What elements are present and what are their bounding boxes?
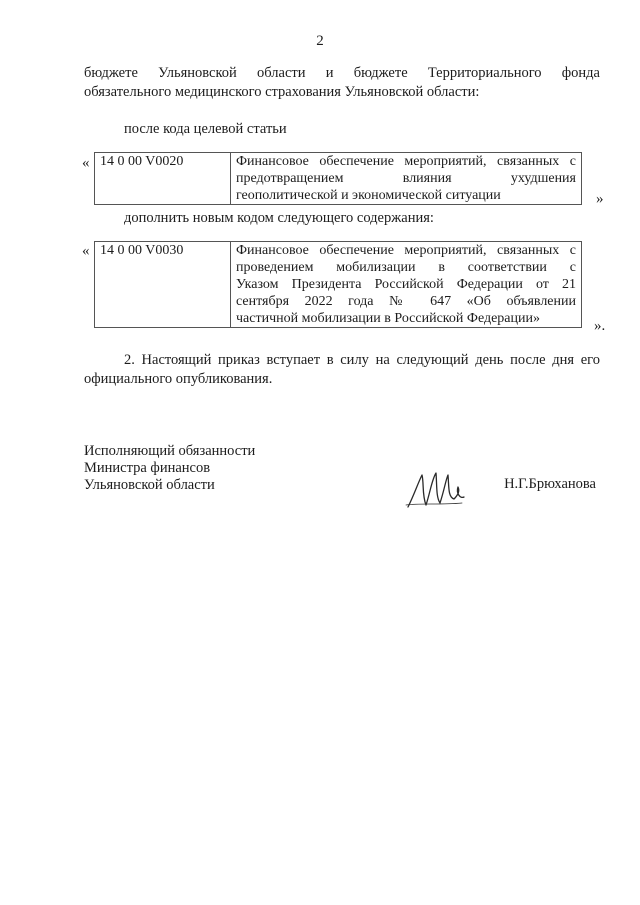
budget-code-2: 14 0 00 V0030 — [95, 242, 231, 328]
intro-line-2: обязательного медицинского страхования Ульяновской области: — [84, 84, 480, 100]
signer-position-line-1: Исполняющий обязанности — [84, 443, 256, 459]
description-line: частичной мобилизации в Российской Федерации» — [236, 311, 541, 326]
budget-code-table-2 — [94, 241, 582, 328]
signer-position-line-2: Министра финансов — [84, 460, 211, 476]
signer-name: Н.Г.Брюханова — [504, 476, 596, 492]
handwritten-signature — [400, 465, 470, 515]
description-line: Указом Президента Российской Федерации от 21 — [236, 277, 576, 292]
quote-close-1: » — [596, 191, 604, 207]
quote-close-2: ». — [594, 318, 606, 334]
description-line: проведением мобилизации в соответствии с — [236, 260, 576, 275]
description-line: геополитической и экономической ситуации — [236, 188, 501, 203]
budget-code-description-2 — [231, 242, 582, 328]
signer-position-line-3: Ульяновской области — [84, 477, 215, 493]
add-code-text: дополнить новым кодом следующего содержания: — [124, 210, 434, 226]
point2-line-1: 2. Настоящий приказ вступает в силу на следующий день после дня его — [124, 352, 600, 368]
signature-block — [84, 443, 255, 494]
description-line: Финансовое обеспечение мероприятий, связанных с — [236, 154, 576, 169]
budget-code-description-1 — [231, 153, 582, 205]
budget-code-1: 14 0 00 V0020 — [95, 153, 231, 205]
budget-code-table-1 — [94, 152, 582, 205]
description-line: сентября 2022 года № 647 «Об объявлении — [236, 294, 576, 309]
after-code-text: после кода целевой статьи — [124, 121, 287, 137]
page-number: 2 — [316, 33, 324, 49]
intro-line-1: бюджете Ульяновской области и бюджете Территориального фонда — [84, 65, 600, 81]
description-line: предотвращением влияния ухудшения — [236, 171, 576, 186]
point2-line-2: официального опубликования. — [84, 371, 273, 387]
description-line: Финансовое обеспечение мероприятий, связанных с — [236, 243, 576, 258]
quote-open-2: « — [82, 243, 90, 259]
quote-open-1: « — [82, 155, 90, 171]
